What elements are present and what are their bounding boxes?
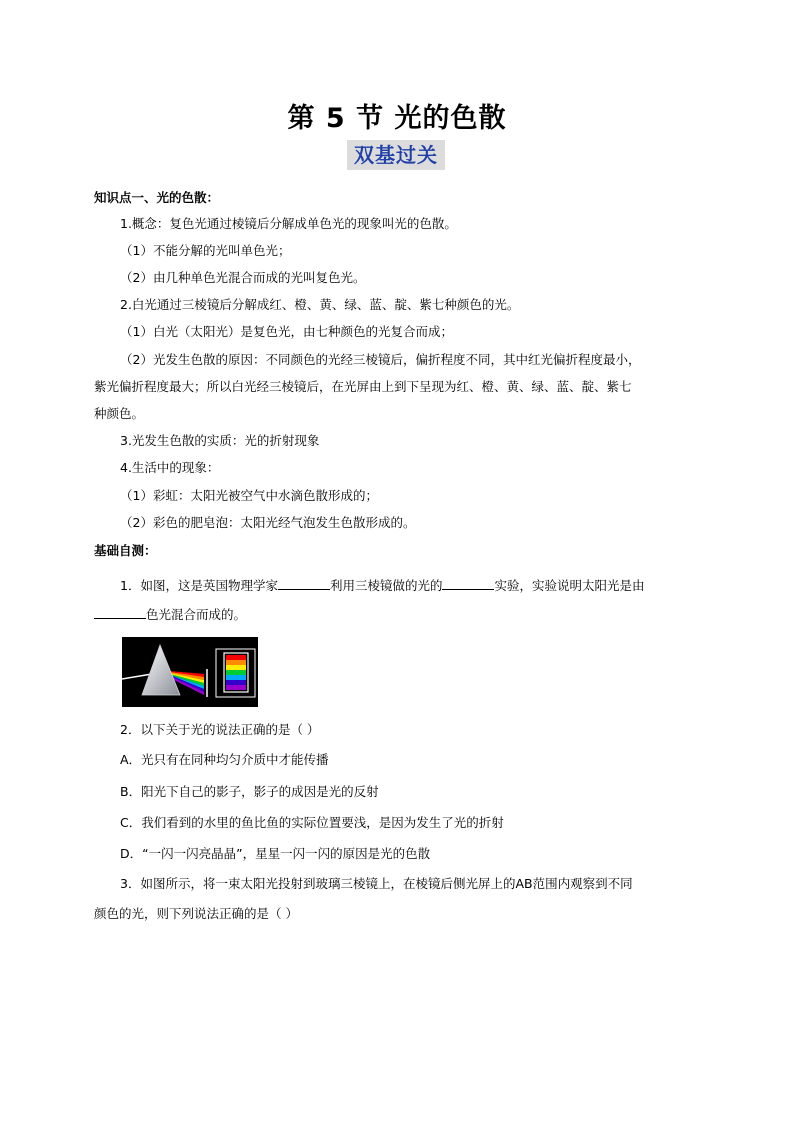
q1-text-a: 1．如图，这是英国物理学家: [120, 578, 278, 593]
q1-text-b: 利用三棱镜做的光的: [329, 578, 443, 593]
knowledge-p2b-line3: 种颜色。: [94, 406, 145, 421]
question-1-line2: [94, 606, 246, 623]
question-3-line2: 颜色的光，则下列说法正确的是（ ）: [94, 906, 298, 921]
q2-option-b[interactable]: B．阳光下自己的影子，影子的成因是光的反射: [120, 784, 379, 799]
question-2: 2．以下关于光的说法正确的是（ ）: [120, 722, 320, 737]
prism-dispersion-image: [122, 637, 258, 707]
q1-blank-colors[interactable]: [94, 606, 146, 619]
screen-band-violet: [226, 685, 246, 690]
q1-text-d: 色光混合而成的。: [146, 607, 247, 622]
screen-band-blue: [226, 675, 246, 680]
q2-option-d[interactable]: D．“一闪一闪亮晶晶”，星星一闪一闪的原因是光的色散: [120, 846, 431, 861]
knowledge-p2b-line2: 紫光偏折程度最大；所以白光经三棱镜后，在光屏由上到下呈现为红、橙、黄、绿、蓝、靛、紫七: [94, 379, 632, 394]
knowledge-p1b: （2）由几种单色光混合而成的光叫复色光。: [120, 270, 366, 285]
prism-dispersion-svg: [122, 637, 258, 707]
knowledge-p2a: （1）白光（太阳光）是复色光，由七种颜色的光复合而成；: [120, 324, 453, 339]
screen-band-yellow: [226, 665, 246, 670]
q2-option-a[interactable]: A．光只有在同种均匀介质中才能传播: [120, 752, 329, 767]
knowledge-p4b: （2）彩色的肥皂泡：太阳光经气泡发生色散形成的。: [120, 515, 416, 530]
knowledge-heading: 知识点一、光的色散：: [94, 190, 220, 205]
screen-band-indigo: [226, 680, 246, 685]
knowledge-p1a: （1）不能分解的光叫单色光；: [120, 243, 291, 258]
screen-band-green: [226, 670, 246, 675]
question-3-line1: 3．如图所示，将一束太阳光投射到玻璃三棱镜上，在棱镜后侧光屏上的AB范围内观察到不同: [120, 876, 633, 891]
screen-band-orange: [226, 660, 246, 665]
page-title: 第 5 节 光的色散: [287, 103, 507, 134]
knowledge-p4: 4.生活中的现象：: [120, 460, 220, 475]
selftest-heading: 基础自测：: [94, 543, 157, 558]
knowledge-p2: 2.白光通过三棱镜后分解成红、橙、黄、绿、蓝、靛、紫七种颜色的光。: [120, 297, 520, 312]
q1-blank-scientist[interactable]: [278, 577, 330, 590]
prism-icon: [142, 645, 180, 695]
section-subtitle: 双基过关: [347, 140, 445, 170]
q1-text-c: 实验，实验说明太阳光是由: [494, 578, 645, 593]
knowledge-p4a: （1）彩虹：太阳光被空气中水滴色散形成的；: [120, 488, 378, 503]
question-1-line1: [120, 577, 645, 594]
screen-band-red: [226, 655, 246, 660]
q2-option-c[interactable]: C．我们看到的水里的鱼比鱼的实际位置要浅，是因为发生了光的折射: [120, 815, 504, 830]
knowledge-p3: 3.光发生色散的实质：光的折射现象: [120, 433, 320, 448]
q1-blank-experiment[interactable]: [442, 577, 494, 590]
knowledge-p2b-line1: （2）光发生色散的原因：不同颜色的光经三棱镜后，偏折程度不同，其中红光偏折程度最小，: [120, 352, 641, 367]
knowledge-p1: 1.概念：复色光通过棱镜后分解成单色光的现象叫光的色散。: [120, 216, 457, 231]
